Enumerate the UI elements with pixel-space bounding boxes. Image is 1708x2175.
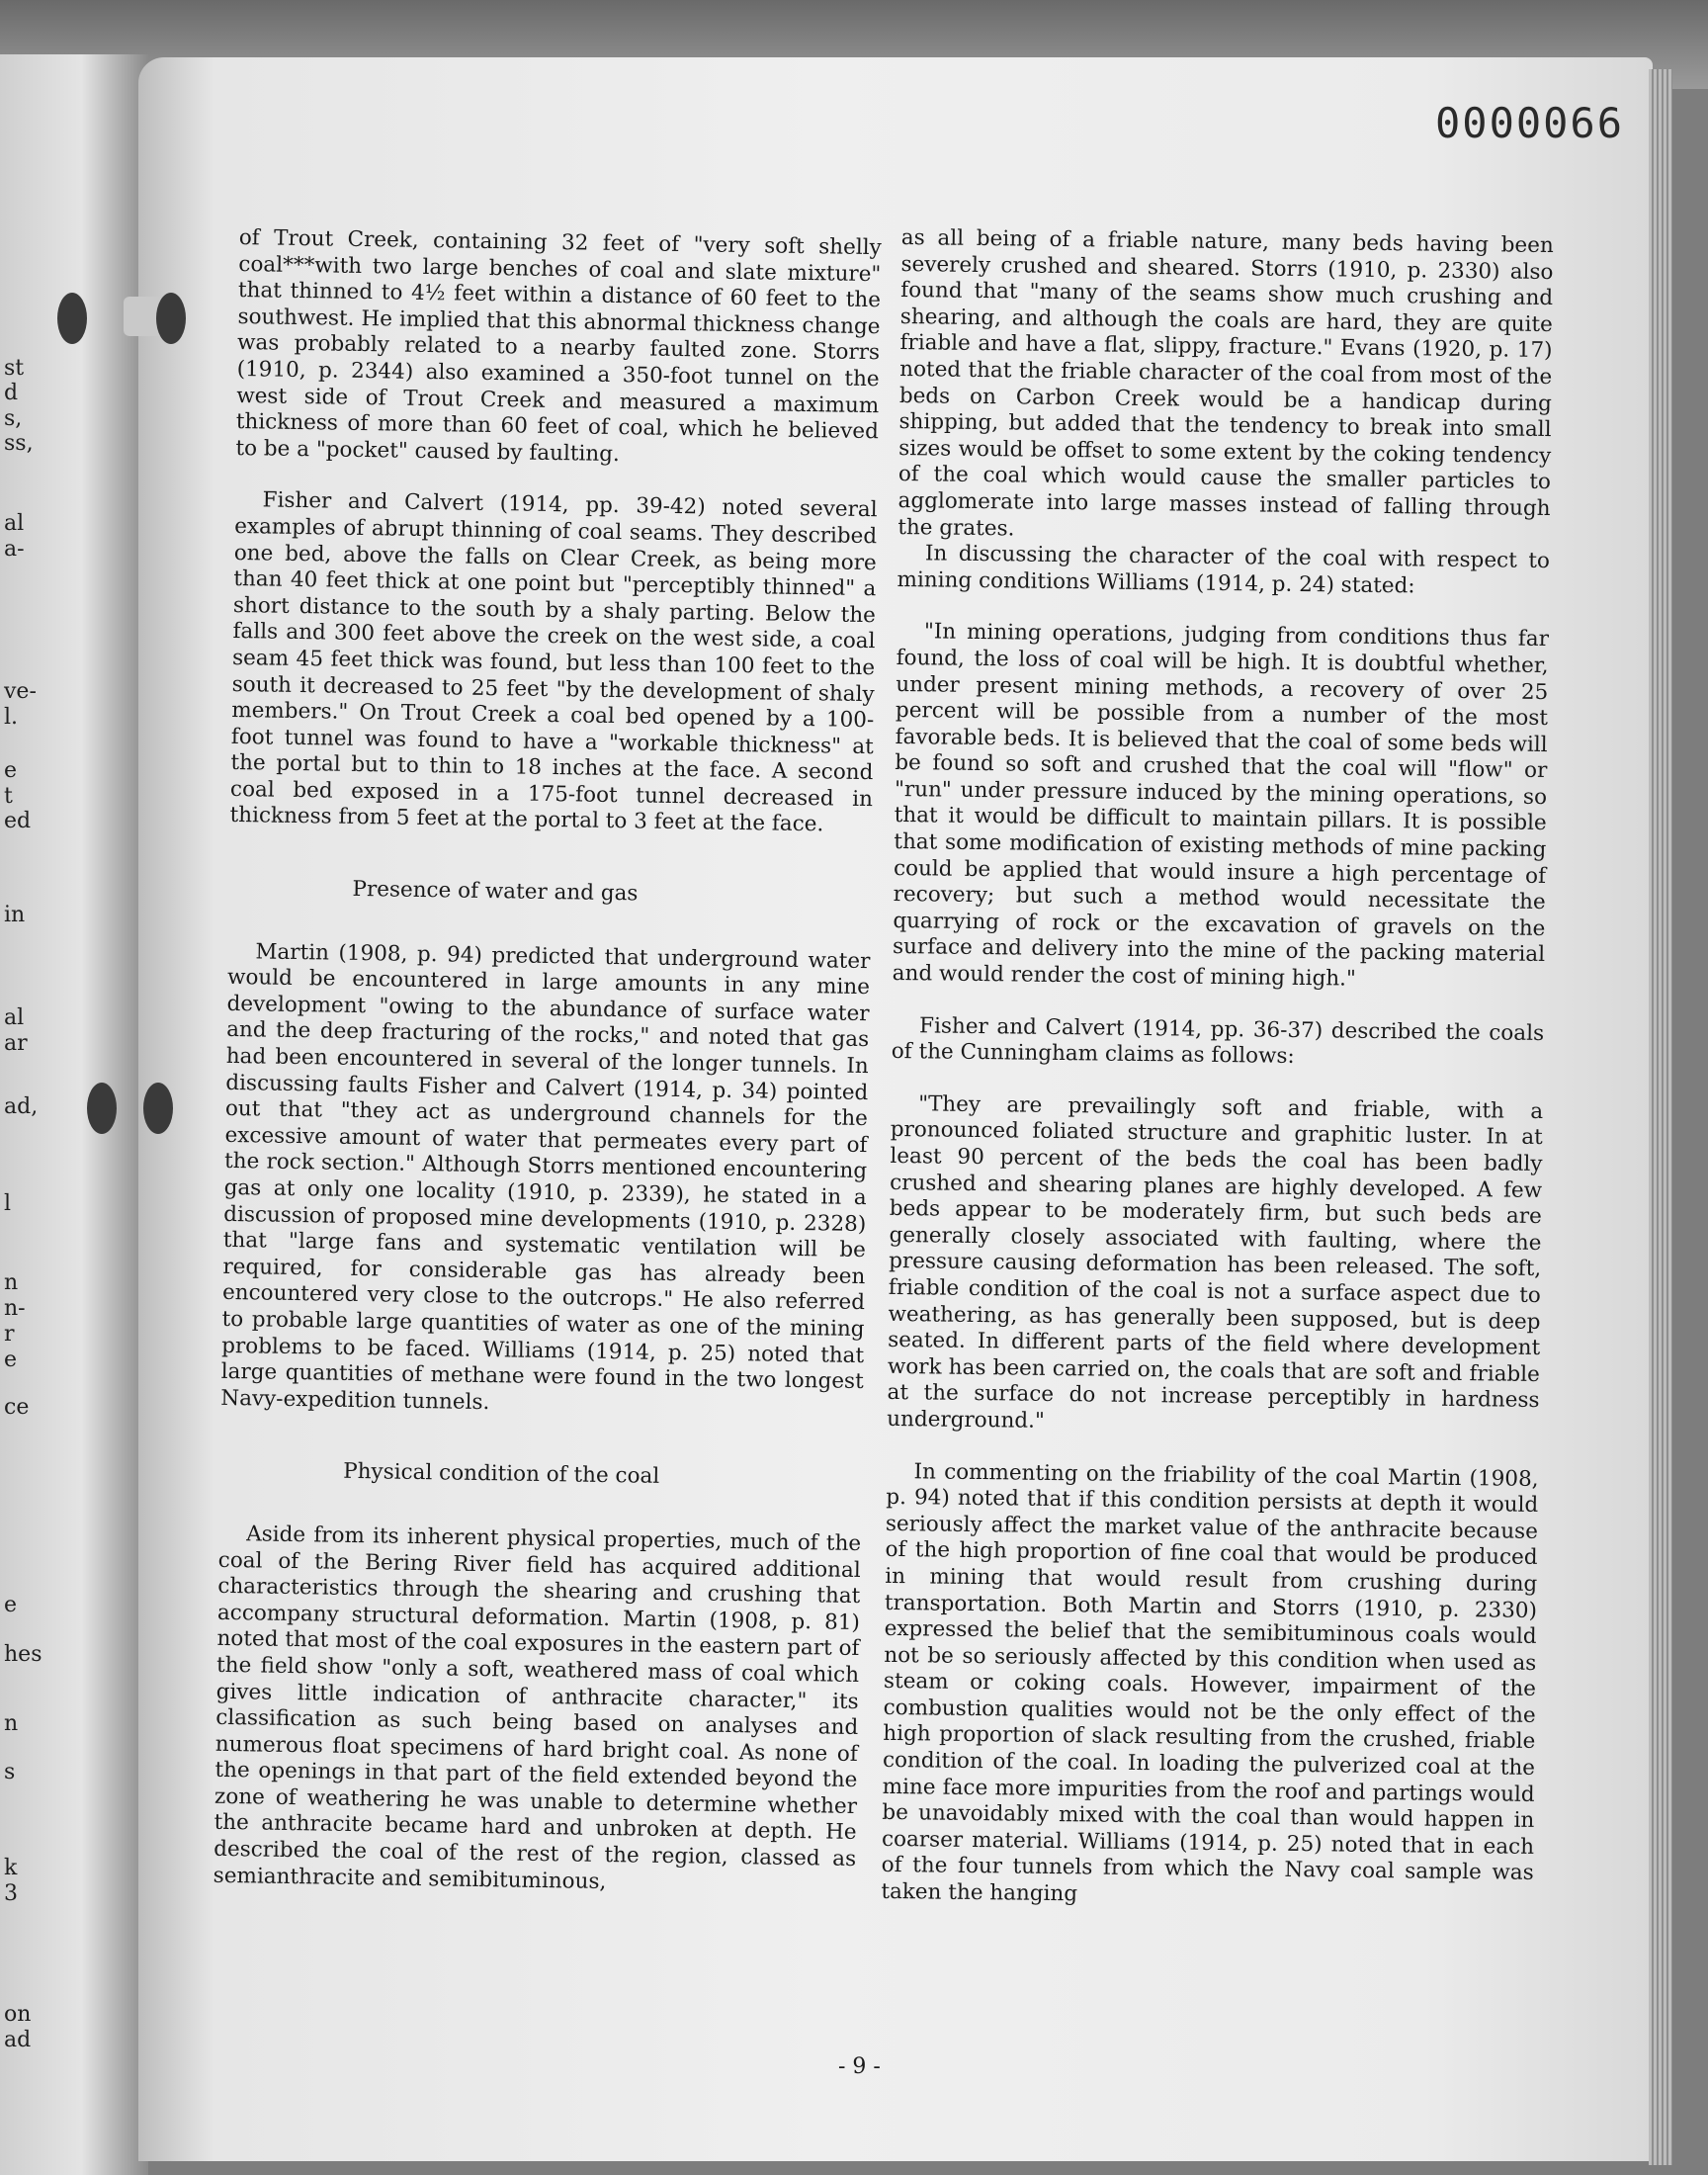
prev-page-fragment: n-	[4, 1296, 26, 1321]
page-id-stamp: 0000066	[1435, 99, 1625, 147]
prev-page-fragment: r	[4, 1322, 15, 1347]
previous-page-edge	[0, 54, 148, 2175]
prev-page-fragment: in	[4, 903, 26, 927]
paragraph: as all being of a friable nature, many beds having been severely crushed and sheared. Storrs (1910, p. 2330) also found that "many of the seams show much crushing and shearing, and although the coals are hard, they are quite friable and have a flat, slippy, fracture." Evans (1920, p. 17) noted that the friable character of the coal from most of the beds on Carbon Creek would be a handicap during shipping, but added that the tendency to break into small sizes would be offset to some extent by the coking tendency of the coal which would cause the smaller particles to agglomerate into large masses instead of falling through the grates.	[897, 225, 1554, 541]
prev-page-fragment: s	[4, 1760, 16, 1784]
prev-page-fragment: ss,	[4, 431, 34, 456]
section-heading-water-gas: Presence of water and gas	[352, 876, 639, 907]
prev-page-fragment: e	[4, 758, 18, 783]
prev-page-fragment: ed	[4, 809, 32, 833]
page-stack-edge	[1649, 69, 1672, 2165]
prev-page-fragment: al	[4, 511, 25, 536]
prev-page-fragment: e	[4, 1348, 18, 1372]
prev-page-fragment: n	[4, 1270, 19, 1295]
paragraph: In discussing the character of the coal with respect to mining conditions Williams (1914, p. 24) stated:	[897, 541, 1551, 599]
paragraph: Fisher and Calvert (1914, pp. 39-42) noted several examples of abrupt thinning of coal seams. They described one bed, above the falls on Clear Creek, as being more than 40 feet thick at one point but "perceptibly thinned" a short distance to the south by a shaly parting. Below the falls and 300 feet above the creek on the west side, a coal seam 45 feet thick was found, but less than 100 feet to the south it decreased to 25 feet "by the development of shaly members." On Trout Creek a coal bed opened by a 100-foot tunnel was found to have a "workable thickness" at the portal but to thin to 18 inches at the face. A second coal bed exposed in a 175-foot tunnel decreased in thickness from 5 feet at the portal to 3 feet at the face.	[229, 487, 878, 837]
prev-page-fragment: st	[4, 356, 25, 381]
prev-page-fragment: n	[4, 1711, 19, 1736]
page-number: - 9 -	[838, 2054, 881, 2079]
prev-page-fragment: ve-	[4, 679, 37, 704]
block-quote: "In mining operations, judging from conditions thus far found, the loss of coal will be high. It is doubtful whether, under present mining methods, a recovery of over 25 percent will be possible from a number of the most favorable beds. It is believed that the coal of some beds will be found so soft and crushed that the coal will "flow" or "run" under pressure induced by the mining operations, so that it would be difficult to maintain pillars. It is possible that some modification of existing methods of mine packing could be applied that would insure a high percentage of recovery; but such a method would necessitate the quarrying of rock or the excavation of gravels on the surface and delivery into the mine of the packing material and would render the cost of mining high."	[892, 619, 1550, 992]
prev-page-fragment: d	[4, 381, 19, 405]
prev-page-fragment: 3	[4, 1881, 18, 1906]
prev-page-fragment: t	[4, 784, 13, 809]
prev-page-fragment: ar	[4, 1031, 28, 1056]
prev-page-fragment: ce	[4, 1395, 30, 1420]
prev-page-fragment: l.	[4, 705, 19, 730]
prev-page-fragment: on	[4, 2002, 32, 2027]
prev-page-fragment: e	[4, 1593, 18, 1617]
prev-page-fragment: s,	[4, 406, 23, 431]
paragraph: Aside from its inherent physical properties, much of the coal of the Bering River field has acquired additional characteristics through the shearing and crushing that accompany structural deformation. Martin (1908, p. 81) noted that most of the coal exposures in the eastern part of the field show "only a soft, weathered mass of coal which gives little indication of anthracite character," its classification as such being based on analyses and numerous float specimens of hard bright coal. As none of the openings in that part of the field extended beyond the zone of weathering he was unable to determine whether the anthracite became hard and unbroken at depth. He described the coal of the rest of the region, classed as semianthracite and semibituminous,	[213, 1522, 862, 1894]
binder-ring-hole	[57, 293, 87, 344]
prev-page-fragment: k	[4, 1856, 18, 1880]
right-column	[881, 225, 1554, 1914]
binder-ring-hole	[156, 293, 186, 344]
section-heading-physical-condition: Physical condition of the coal	[343, 1459, 660, 1490]
left-column	[214, 225, 882, 1899]
block-quote: "They are prevailingly soft and friable, with a pronounced foliated structure and graphitic luster. In at least 90 percent of the beds the coal has been badly crushed and shearing planes are highly developed. A few beds appear to be moderately firm, but such beds are generally closely associated with faulting, where the pressure causing deformation has been released. The soft, friable condition of the coal is not a surface aspect due to weathering, as has generally been supposed, but is deep seated. In different parts of the field where development work has been carried on, the coals that are soft and friable at the surface do not increase perceptibly in hardness underground."	[887, 1091, 1544, 1434]
prev-page-fragment: ad,	[4, 1094, 39, 1119]
prev-page-fragment: a-	[4, 537, 25, 562]
binder-ring-hole	[143, 1083, 173, 1134]
paragraph: Fisher and Calvert (1914, pp. 36-37) described the coals of the Cunningham claims as follows:	[891, 1012, 1545, 1070]
paragraph: In commenting on the friability of the coal Martin (1908, p. 94) noted that if this condition persists at depth it would seriously affect the market value of the anthracite because of the high proportion of fine coal that would be produced in mining that would result from crushing during transportation. Both Martin and Storrs (1910, p. 2330) expressed the belief that the semibituminous coals would not be so seriously affected by this condition when used as steam or coking coals. However, impairment of the combustion qualities would not be the only effect of the high proportion of slack resulting from the crushed, friable condition of the coal. In loading the pulverized coal at the mine face more impurities from the roof and partings would be unavoidably mixed with the coal than would happen in coarser material. Williams (1914, p. 25) noted that in each of the four tunnels from which the Navy coal sample was taken the hanging	[881, 1458, 1539, 1907]
binder-ring-hole	[87, 1083, 117, 1134]
prev-page-fragment: al	[4, 1005, 25, 1030]
prev-page-fragment: hes	[4, 1642, 43, 1667]
prev-page-fragment: ad	[4, 2028, 32, 2052]
paragraph: of Trout Creek, containing 32 feet of "very soft shelly coal***with two large benches of coal and slate mixture" that thinned to 4½ feet within a distance of 60 feet to the southwest. He implied that this abnormal thickness change was probably related to a nearby faulted zone. Storrs (1910, p. 2344) also examined a 350-foot tunnel on the west side of Trout Creek and measured a maximum thickness of more than 60 feet of coal, which he believed to be a "pocket" caused by faulting.	[235, 225, 882, 467]
paragraph: Martin (1908, p. 94) predicted that underground water would be encountered in large amounts in any mine development "owing to the abundance of surface water and the deep fracturing of the rocks," and noted that gas had been encountered in several of the longer tunnels. In discussing faults Fisher and Calvert (1914, p. 34) pointed out that "they act as underground channels for the excessive amount of water that permeates every part of the rock section." Although Storrs mentioned encountering gas at only one locality (1910, p. 2339), he stated in a discussion of proposed mine developments (1910, p. 2328) that "large fans and systematic ventilation will be required, for considerable gas has already been encountered very close to the outcrops." He also referred to probable large quantities of water as one of the mining problems to be faced. Williams (1914, p. 25) noted that large quantities of methane were found in the two longest Navy-expedition tunnels.	[220, 939, 871, 1415]
prev-page-fragment: l	[4, 1191, 12, 1216]
